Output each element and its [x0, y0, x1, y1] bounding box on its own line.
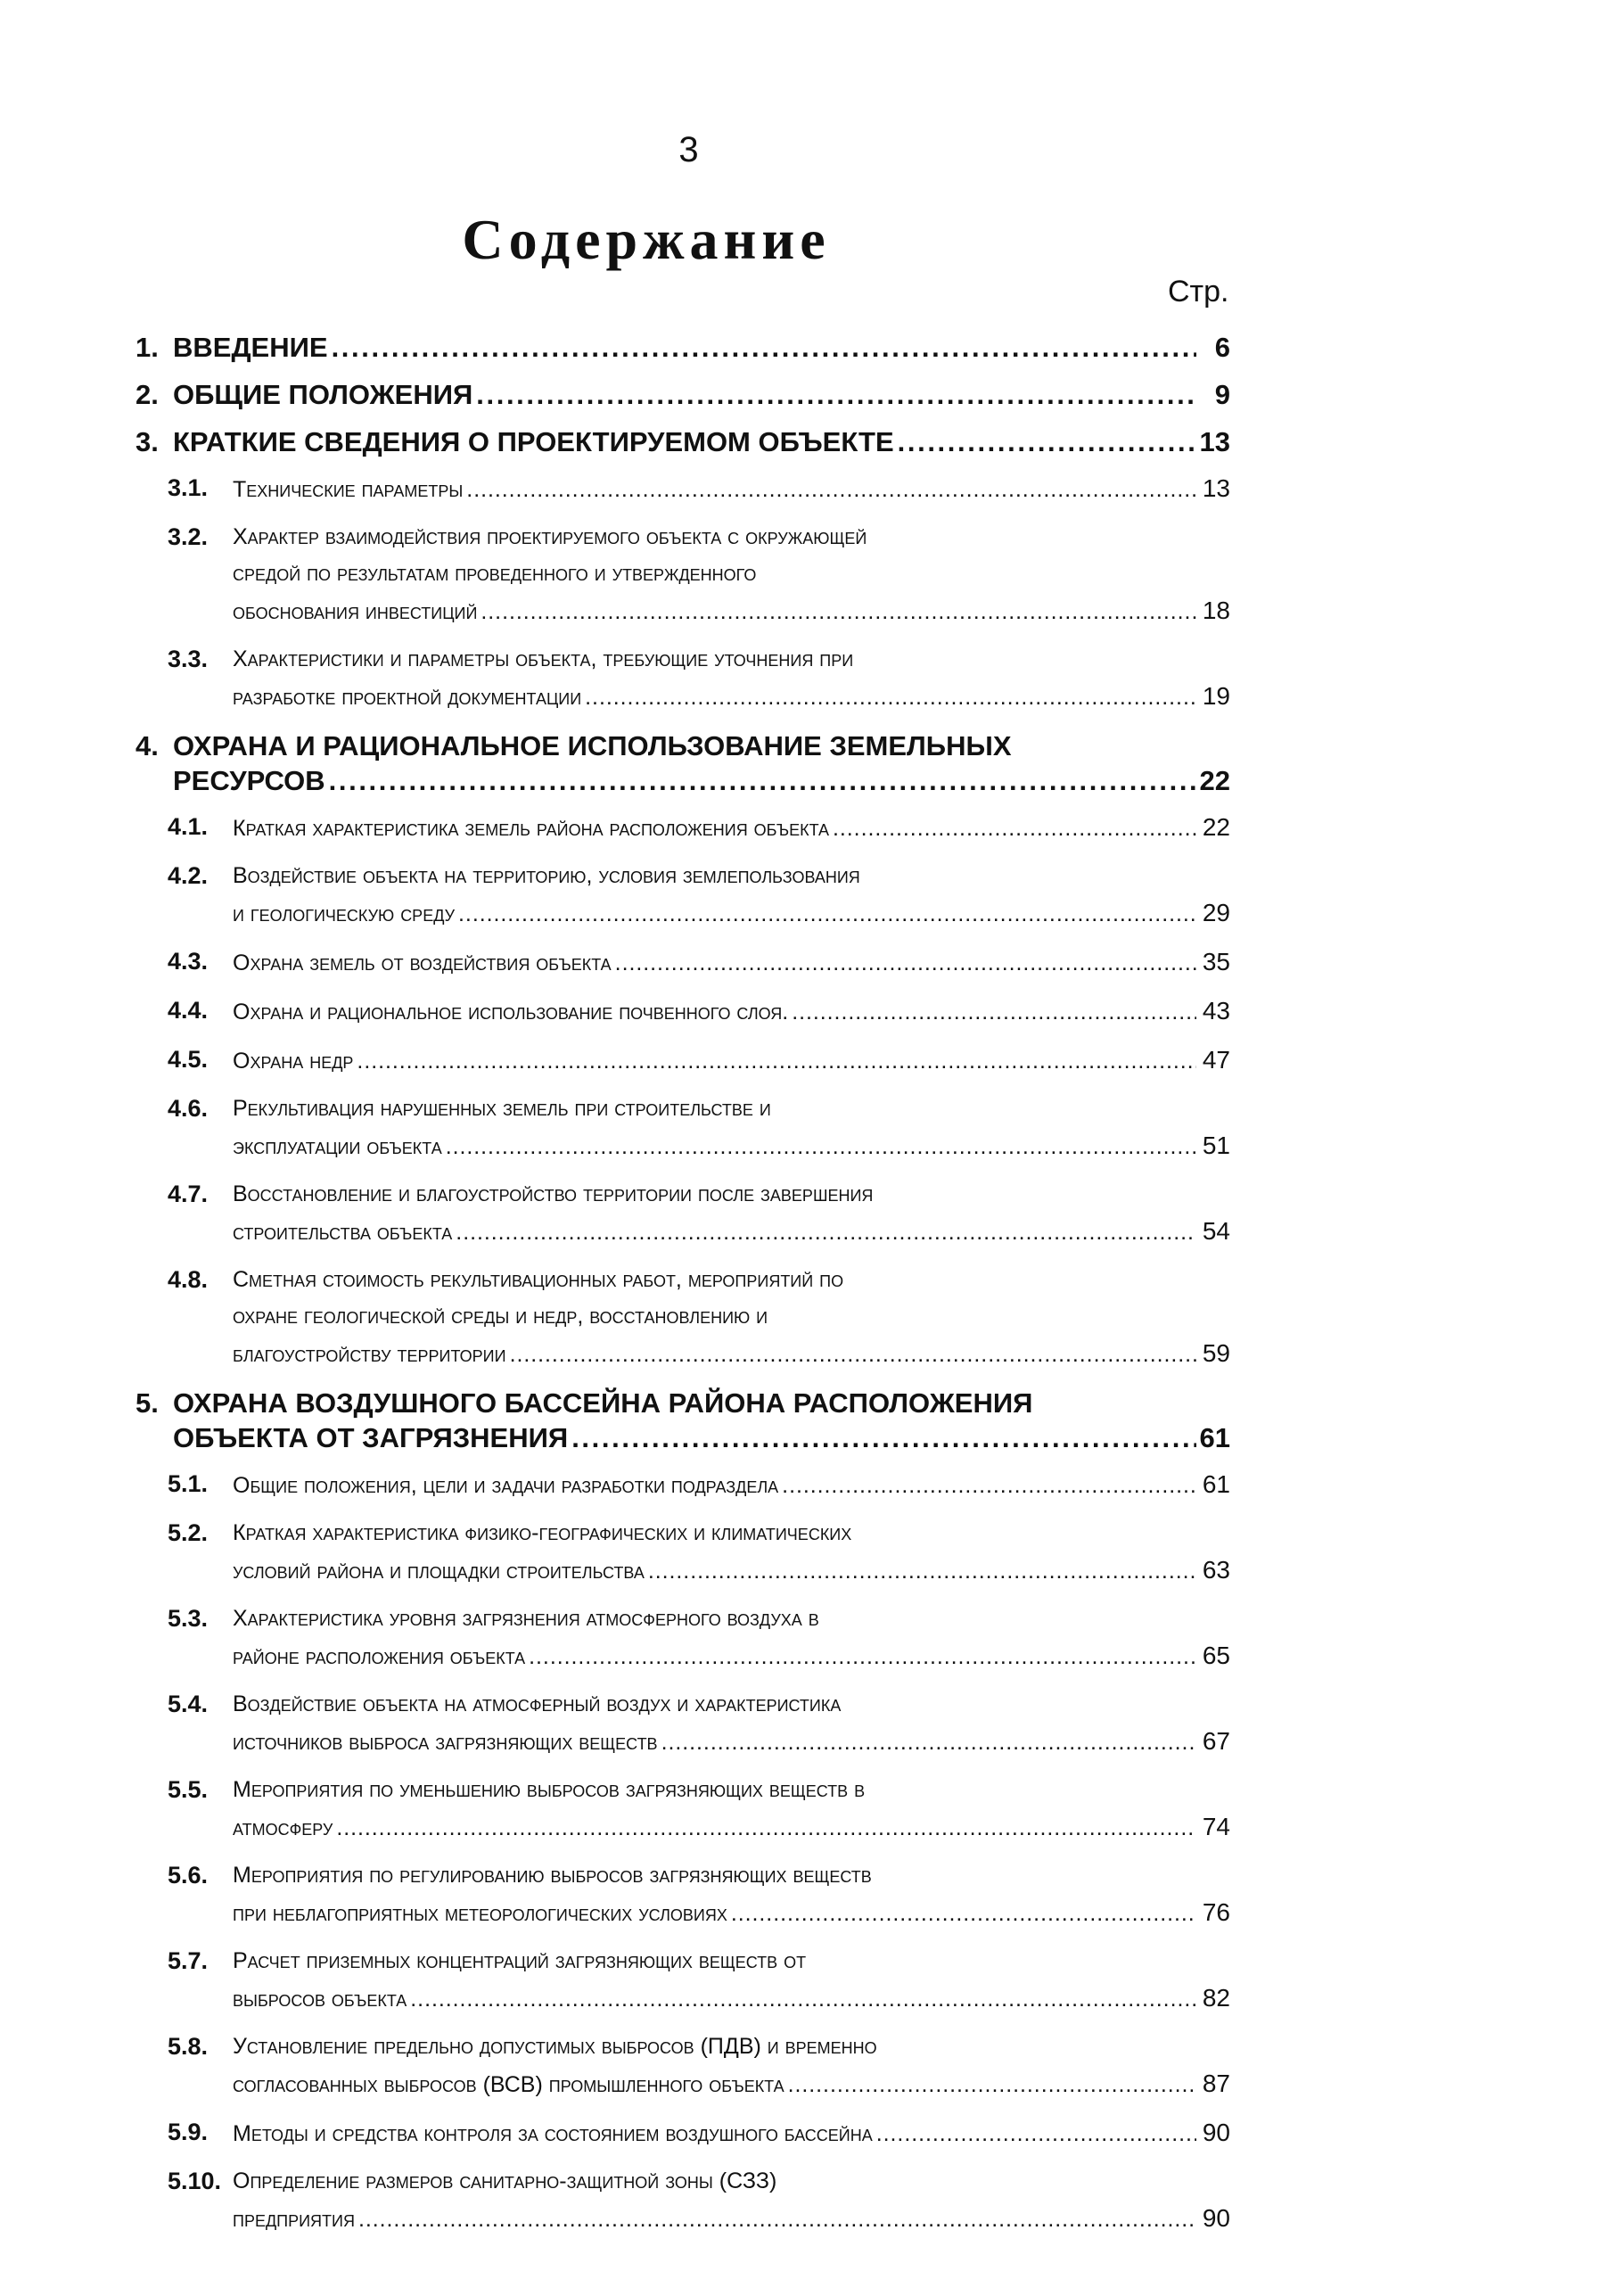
toc-entry-title-line: Краткая характеристика физико-географических и климатических: [233, 1520, 852, 1545]
toc-subsection[interactable]: [134, 1466, 1230, 1504]
toc-section[interactable]: [134, 424, 1230, 459]
toc-entry-title: [233, 641, 1230, 716]
toc-entry-number: 5.10.: [168, 2168, 222, 2194]
dot-leader: [571, 1420, 1195, 1455]
toc-entry-title-line: КРАТКИЕ СВЕДЕНИЯ О ПРОЕКТИРУЕМОМ ОБЪЕКТЕ: [173, 426, 894, 457]
toc-entry-title-line: Охрана недр: [233, 1049, 354, 1074]
toc-entry-number: 4.7.: [168, 1181, 209, 1207]
toc-subsection[interactable]: [134, 2114, 1230, 2152]
toc-page-number: 19: [1202, 682, 1230, 710]
toc-section[interactable]: [134, 330, 1230, 365]
toc-entry-title-line: Установление предельно допустимых выбросов (ПДВ) и временно: [233, 2034, 877, 2059]
toc-page-number: 90: [1202, 2119, 1230, 2146]
toc-entry-number: 5.6.: [168, 1862, 209, 1889]
toc-entry-title: [233, 1601, 1230, 1675]
page-title: Содержание: [462, 208, 831, 271]
toc-entry-title: [233, 1857, 1230, 1932]
toc-entry-title-line: ОБЩИЕ ПОЛОЖЕНИЯ: [173, 379, 473, 410]
toc-entry-number: 5.8.: [168, 2033, 209, 2060]
dot-leader: [357, 1043, 1196, 1080]
toc-entry-title: [233, 2114, 1230, 2152]
toc-entry-title-line: выбросов объекта: [233, 1987, 407, 2012]
toc-entry-title: [233, 1262, 1230, 1373]
toc-page-number: 76: [1202, 1898, 1230, 1926]
dot-leader: [481, 594, 1196, 630]
toc-entry-title-line: атмосферу: [233, 1815, 333, 1840]
toc-entry-title-line: Воздействие объекта на территорию, условия землепользования: [233, 863, 860, 888]
toc-subsection[interactable]: [134, 1601, 1230, 1675]
toc-page-number: 82: [1202, 1984, 1230, 2012]
toc-entry-title: [233, 470, 1230, 508]
toc-entry-title: [173, 330, 1230, 365]
toc-subsection[interactable]: [134, 992, 1230, 1031]
toc-entry-title: [233, 1090, 1230, 1165]
toc-subsection[interactable]: [134, 519, 1230, 630]
toc-entry-title-line: ОХРАНА И РАЦИОНАЛЬНОЕ ИСПОЛЬЗОВАНИЕ ЗЕМЕЛЬНЫХ: [173, 730, 1012, 761]
toc-entry-title-line: Краткая характеристика земель района расположения объекта: [233, 816, 829, 841]
toc-entry-title-line: при неблагоприятных метеорологических условиях: [233, 1901, 727, 1926]
toc-subsection[interactable]: [134, 641, 1230, 716]
page-column-label: Стр.: [1168, 275, 1229, 309]
toc-entry-number: 4.2.: [168, 862, 209, 889]
toc-page-number: 54: [1202, 1217, 1230, 1245]
toc-entry-number: 1.: [136, 332, 159, 363]
toc-entry-title-line: Характер взаимодействия проектируемого объекта с окружающей: [233, 524, 867, 549]
toc-page-number: 13: [1199, 426, 1230, 457]
toc-page-number: 47: [1202, 1046, 1230, 1074]
dot-leader: [898, 424, 1196, 459]
toc-entry-number: 5.9.: [168, 2119, 209, 2145]
toc-page-number: 65: [1202, 1642, 1230, 1669]
dot-leader: [788, 2067, 1196, 2103]
dot-leader: [410, 1981, 1196, 2018]
toc-entry-title: [233, 1686, 1230, 1761]
toc-entry-title-line: ОБЪЕКТА ОТ ЗАГРЯЗНЕНИЯ: [173, 1422, 569, 1453]
dot-leader: [731, 1896, 1196, 1932]
toc-entry-number: 5.7.: [168, 1947, 209, 1974]
toc-entry-number: 4.4.: [168, 997, 209, 1024]
toc-entry-title: [233, 1041, 1230, 1080]
toc-section[interactable]: [134, 1386, 1230, 1455]
toc-entry-number: 3.1.: [168, 474, 209, 501]
toc-subsection[interactable]: [134, 1041, 1230, 1080]
toc-entry-title-line: Воздействие объекта на атмосферный воздух и характеристика: [233, 1691, 842, 1716]
toc-entry-title-line: эксплуатации объекта: [233, 1134, 442, 1159]
toc-entry-title: [233, 943, 1230, 982]
toc-entry-title-line: ОХРАНА ВОЗДУШНОГО БАССЕЙНА РАЙОНА РАСПОЛОЖЕНИЯ: [173, 1387, 1033, 1419]
toc-entry-number: 4.6.: [168, 1095, 209, 1122]
dot-leader: [332, 330, 1196, 365]
toc-entry-number: 2.: [136, 379, 159, 410]
toc-subsection[interactable]: [134, 809, 1230, 847]
toc-page-number: 61: [1199, 1422, 1230, 1453]
toc-entry-number: 3.3.: [168, 646, 209, 672]
toc-entry-title-line: Определение размеров санитарно-защитной зоны (СЗЗ): [233, 2168, 777, 2193]
toc-entry-number: 4.5.: [168, 1046, 209, 1073]
toc-page-number: 43: [1202, 997, 1230, 1025]
toc-entry-title-line: источников выброса загрязняющих веществ: [233, 1730, 658, 1755]
toc-entry-title: [233, 1176, 1230, 1251]
toc-page-number: 13: [1202, 474, 1230, 502]
toc-page-number: 51: [1202, 1132, 1230, 1159]
toc-entry-title: [233, 1943, 1230, 2018]
toc-entry-title-line: Мероприятия по уменьшению выбросов загрязняющих веществ в: [233, 1777, 866, 1802]
toc-entry-title-line: благоустройству территории: [233, 1342, 506, 1367]
dot-leader: [585, 679, 1196, 716]
toc-entry-title: [233, 1515, 1230, 1590]
dot-leader: [466, 472, 1196, 508]
toc-subsection[interactable]: [134, 1090, 1230, 1165]
toc-entry-title: [173, 728, 1230, 798]
dot-leader: [648, 1553, 1196, 1590]
toc-entry-title: [233, 1772, 1230, 1847]
toc-entry-title-line: районе расположения объекта: [233, 1644, 526, 1669]
dot-leader: [661, 1724, 1196, 1761]
toc-entry-number: 5.5.: [168, 1776, 209, 1803]
toc-page-number: 67: [1202, 1727, 1230, 1755]
toc-page-number: 22: [1199, 765, 1230, 796]
toc-entry-title-line: условий района и площадки строительства: [233, 1559, 645, 1584]
toc-entry-title: [173, 424, 1230, 459]
toc-entry-title: [233, 1466, 1230, 1504]
toc-page-number: 29: [1202, 899, 1230, 926]
toc-entry-title-line: обоснования инвестиций: [233, 599, 478, 624]
toc-entry-title-line: строительства объекта: [233, 1220, 453, 1245]
toc-entry-number: 3.: [136, 426, 159, 457]
toc-page-number: 63: [1202, 1556, 1230, 1584]
toc-page-number: 74: [1202, 1813, 1230, 1840]
dot-leader: [833, 811, 1196, 847]
toc-entry-title-line: предприятия: [233, 2207, 355, 2232]
toc-subsection[interactable]: [134, 1857, 1230, 1932]
dot-leader: [876, 2116, 1196, 2152]
dot-leader: [336, 1810, 1196, 1847]
toc-entry-title: [233, 519, 1230, 630]
toc-subsection[interactable]: [134, 1772, 1230, 1847]
dot-leader: [446, 1129, 1196, 1165]
toc-entry-title: [233, 992, 1230, 1031]
toc-entry-title: [233, 809, 1230, 847]
toc-entry-number: 5.3.: [168, 1605, 209, 1632]
toc-entry-title-line: Охрана земель от воздействия объекта: [233, 950, 612, 975]
toc-entry-title-line: Сметная стоимость рекультивационных работ, мероприятий по: [233, 1267, 844, 1292]
toc-entry-number: 5.4.: [168, 1691, 209, 1717]
toc-page-number: 61: [1202, 1470, 1230, 1498]
toc-entry-title-line: РЕСУРСОВ: [173, 765, 325, 796]
dot-leader: [782, 1468, 1196, 1504]
dot-leader: [792, 994, 1196, 1031]
toc-subsection[interactable]: [134, 943, 1230, 982]
toc-entry-title: [233, 2029, 1230, 2103]
toc-entry-title-line: Характеристики и параметры объекта, требующие уточнения при: [233, 646, 854, 671]
toc-entry-number: 5.2.: [168, 1519, 209, 1546]
table-of-contents: [134, 317, 1230, 2238]
dot-leader: [456, 1214, 1196, 1251]
toc-entry-title: [233, 2163, 1230, 2238]
toc-entry-title-line: ВВЕДЕНИЕ: [173, 332, 328, 363]
toc-entry-title: [233, 858, 1230, 933]
toc-subsection[interactable]: [134, 1262, 1230, 1373]
toc-entry-title-line: Рекультивация нарушенных земель при строительстве и: [233, 1096, 771, 1121]
toc-entry-title-line: Охрана и рациональное использование почвенного слоя.: [233, 1000, 789, 1025]
toc-entry-title: [173, 1386, 1230, 1455]
toc-subsection[interactable]: [134, 2163, 1230, 2238]
toc-entry-number: 5.1.: [168, 1470, 209, 1497]
toc-entry-title-line: средой по результатам проведенного и утвержденного: [233, 561, 757, 586]
toc-subsection[interactable]: [134, 858, 1230, 933]
toc-page-number: 6: [1214, 332, 1230, 363]
toc-entry-title-line: согласованных выбросов (ВСВ) промышленного объекта: [233, 2072, 784, 2097]
toc-entry-number: 5.: [136, 1387, 159, 1419]
dot-leader: [458, 896, 1196, 933]
toc-subsection[interactable]: [134, 1943, 1230, 2018]
toc-entry-title-line: Восстановление и благоустройство территории после завершения: [233, 1181, 874, 1206]
toc-section[interactable]: [134, 377, 1230, 412]
dot-leader: [529, 1639, 1196, 1675]
dot-leader: [329, 763, 1196, 798]
toc-subsection[interactable]: [134, 2029, 1230, 2103]
toc-entry-number: 3.2.: [168, 523, 209, 550]
toc-entry-title-line: Методы и средства контроля за состоянием воздушного бассейна: [233, 2121, 873, 2146]
toc-entry-title-line: Характеристика уровня загрязнения атмосферного воздуха в: [233, 1606, 819, 1631]
toc-page-number: 22: [1202, 813, 1230, 841]
toc-page-number: 87: [1202, 2070, 1230, 2097]
toc-entry-title-line: Технические параметры: [233, 477, 464, 502]
dot-leader: [476, 377, 1196, 412]
toc-subsection[interactable]: [134, 1686, 1230, 1761]
toc-entry-title-line: Общие положения, цели и задачи разработки подраздела: [233, 1473, 779, 1498]
dot-leader: [358, 2201, 1196, 2238]
toc-entry-title-line: Расчет приземных концентраций загрязняющих веществ от: [233, 1948, 807, 1973]
toc-subsection[interactable]: [134, 1176, 1230, 1251]
dot-leader: [510, 1337, 1196, 1373]
toc-page-number: 18: [1202, 597, 1230, 624]
toc-page-number: 9: [1214, 379, 1230, 410]
toc-page-number: 59: [1202, 1339, 1230, 1367]
toc-entry-title-line: Мероприятия по регулированию выбросов загрязняющих веществ: [233, 1863, 872, 1888]
toc-entry-number: 4.3.: [168, 948, 209, 975]
toc-entry-number: 4.1.: [168, 813, 209, 840]
toc-entry-number: 4.: [136, 730, 159, 761]
toc-page-number: 35: [1202, 948, 1230, 975]
dot-leader: [615, 945, 1196, 982]
page-number: 3: [678, 130, 699, 169]
toc-entry-title-line: разработке проектной документации: [233, 685, 582, 710]
toc-entry-number: 4.8.: [168, 1266, 209, 1293]
toc-section[interactable]: [134, 728, 1230, 798]
toc-subsection[interactable]: [134, 470, 1230, 508]
toc-page-number: 90: [1202, 2204, 1230, 2232]
toc-subsection[interactable]: [134, 1515, 1230, 1590]
toc-entry-title: [173, 377, 1230, 412]
toc-entry-title-line: охране геологической среды и недр, восстановлению и: [233, 1304, 768, 1329]
toc-entry-title-line: и геологическую среду: [233, 901, 456, 926]
